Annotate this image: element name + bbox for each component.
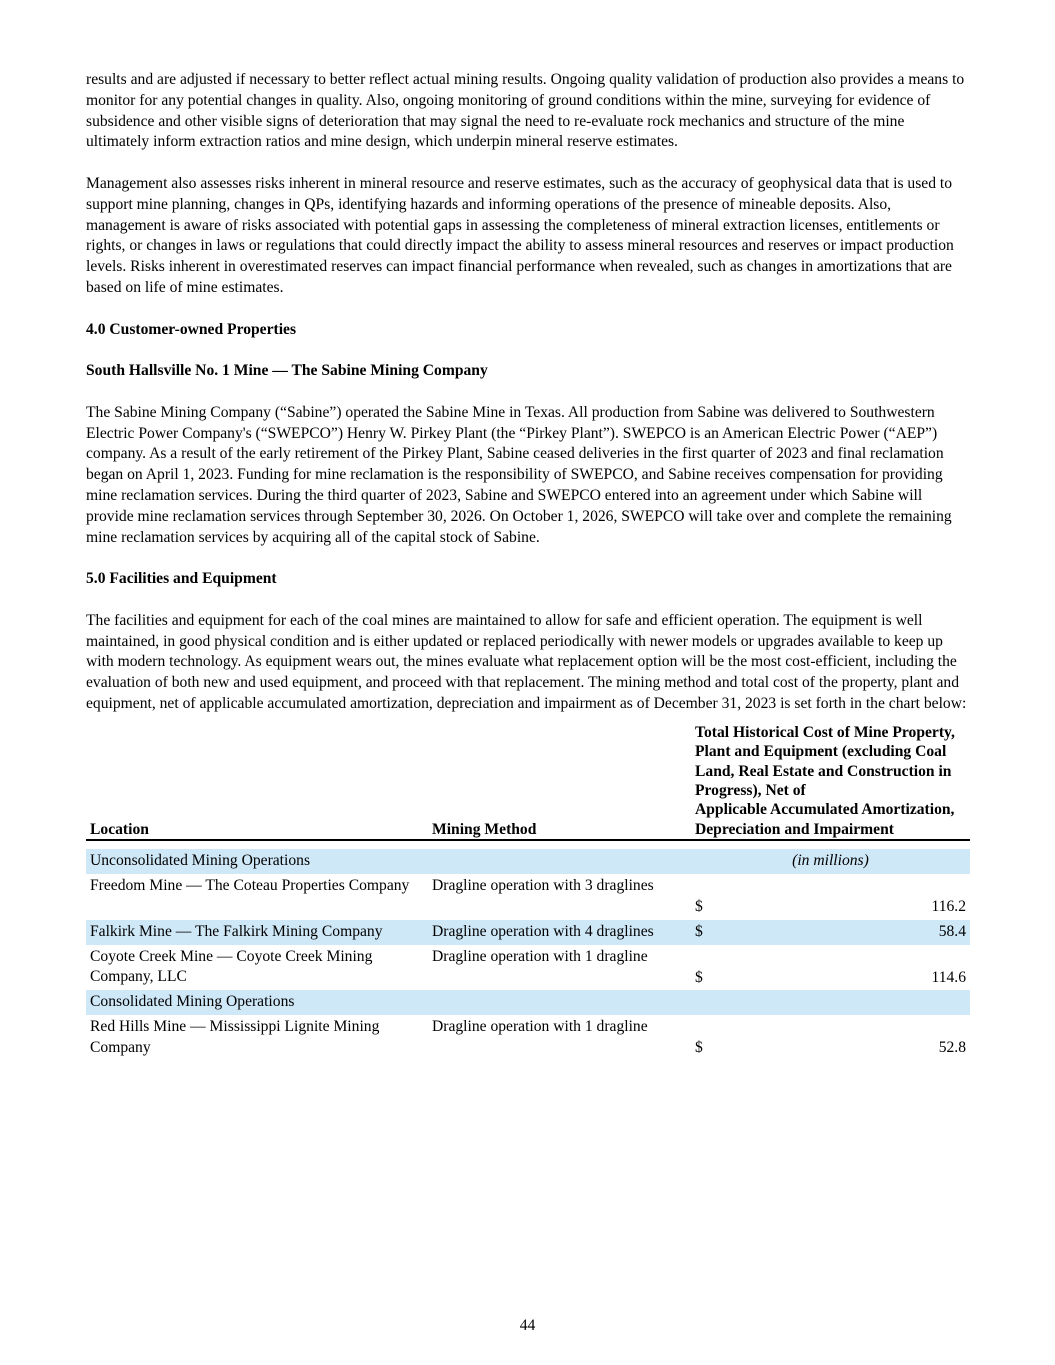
header-location: Location xyxy=(86,721,428,840)
page-number: 44 xyxy=(519,1317,536,1334)
row-currency: $ xyxy=(695,1039,703,1057)
row-location: Red Hills Mine — Mississippi Lignite Mining Company xyxy=(90,1018,380,1056)
row-method: Dragline operation with 4 draglines xyxy=(428,920,691,945)
row-amount-cell xyxy=(691,920,970,945)
section-row-consolidated xyxy=(86,990,970,1015)
row-amount: 116.2 xyxy=(931,897,966,915)
document-page xyxy=(86,70,970,1061)
heading-sabine-mine: South Hallsville No. 1 Mine — The Sabine Mining Company xyxy=(86,362,488,380)
section-row-unconsolidated xyxy=(86,849,970,874)
row-method: Dragline operation with 1 dragline xyxy=(432,1018,648,1036)
header-total-cost xyxy=(691,721,970,840)
header-mining-method: Mining Method xyxy=(428,721,691,840)
paragraph-facilities: The facilities and equipment for each of the coal mines are maintained to allow for safe and efficient operation. The equipment is well maintained, in good physical condition and is either updated or replaced periodically with newer models or upgrades available to keep up with modern technology. As equipment wears out, the mines evaluate what replacement option will be the most cost-efficient, including the evaluation of both new and used equipment, and proceed with that replacement. The mining method and total cost of the property, plant and equipment, net of applicable accumulated amortization, depreciation and impairment as of December 31, 2023 is set forth in the chart below: xyxy=(86,611,967,712)
section-label-unconsolidated: Unconsolidated Mining Operations xyxy=(86,849,428,874)
table-header-row xyxy=(86,721,970,840)
table-row xyxy=(86,945,970,991)
row-amount-cell xyxy=(691,945,970,991)
row-amount: 52.8 xyxy=(938,1039,966,1057)
row-location: Falkirk Mine — The Falkirk Mining Company xyxy=(86,920,428,945)
heading-facilities-equipment: 5.0 Facilities and Equipment xyxy=(86,570,277,588)
paragraph-sabine: The Sabine Mining Company (“Sabine”) operated the Sabine Mine in Texas. All production from Sabine was delivered to Southwestern Electric Power Company's (“SWEPCO”) Henry W. Pirkey Plant (the “Pirkey Plant”). SWEPCO is an American Electric Power (“AEP”) company. As a result of the early retirement of the Pirkey Plant, Sabine ceased deliveries in the first quarter of 2023 and final reclamation began on April 1, 2023. Funding for mine reclamation is the responsibility of SWEPCO, and Sabine receives compensation for providing mine reclamation services. During the third quarter of 2023, Sabine and SWEPCO entered into an agreement under which Sabine will provide mine reclamation services through September 30, 2026. On October 1, 2026, SWEPCO will take over and complete the remaining mine reclamation services by acquiring all of the capital stock of Sabine. xyxy=(86,403,952,546)
mines-cost-table xyxy=(86,721,970,1061)
section-label-consolidated: Consolidated Mining Operations xyxy=(86,990,428,1015)
row-amount: 114.6 xyxy=(931,968,966,986)
paragraph-risk-assessment: Management also assesses risks inherent in mineral resource and reserve estimates, such as the accuracy of geophysical data that is used to support mine planning, changes in QPs, identifying hazards and informing operations of the presence of mineable deposits. Also, management is aware of risks associated with potential gaps in assessing the completeness of mineral extraction licenses, entitlements or rights, or changes in laws or regulations that could directly impact the ability to assess mineral resources and reserves or impact production levels. Risks inherent in overestimated reserves can impact financial performance when revealed, such as changes in amortizations that are based on life of mine estimates. xyxy=(86,174,954,296)
row-amount-cell xyxy=(691,1015,970,1061)
row-currency: $ xyxy=(695,922,703,940)
header-total-cost-line1: Total Historical Cost of Mine Property, Plant and Equipment (excluding Coal Land, Real Estate and Construction in Progress), Net of xyxy=(695,723,955,799)
row-method: Dragline operation with 1 dragline xyxy=(432,947,648,965)
paragraph-quality-validation: results and are adjusted if necessary to better reflect actual mining results. Ongoing quality validation of production also provides a means to monitor for any potential changes in quality. Also, ongoing monitoring of ground conditions within the mine, surveying for evidence of subsidence and other visible signs of deterioration that may signal the need to re-evaluate rock mechanics and structure of the mine ultimately inform extraction ratios and mine design, which underpin mineral reserve estimates. xyxy=(86,71,965,151)
row-amount: 58.4 xyxy=(938,922,966,940)
table-row xyxy=(86,920,970,945)
units-label: (in millions) xyxy=(691,849,970,874)
header-total-cost-line2: Applicable Accumulated Amortization, Depreciation and Impairment xyxy=(695,801,955,838)
table-row xyxy=(86,1015,970,1061)
row-method: Dragline operation with 3 draglines xyxy=(432,876,654,894)
row-currency: $ xyxy=(695,897,703,915)
heading-customer-owned-properties: 4.0 Customer-owned Properties xyxy=(86,320,297,338)
row-amount-cell xyxy=(691,874,970,920)
row-currency: $ xyxy=(695,968,703,986)
table-row xyxy=(86,874,970,920)
row-location: Freedom Mine — The Coteau Properties Company xyxy=(90,876,410,894)
row-location: Coyote Creek Mine — Coyote Creek Mining Company, LLC xyxy=(90,947,373,986)
